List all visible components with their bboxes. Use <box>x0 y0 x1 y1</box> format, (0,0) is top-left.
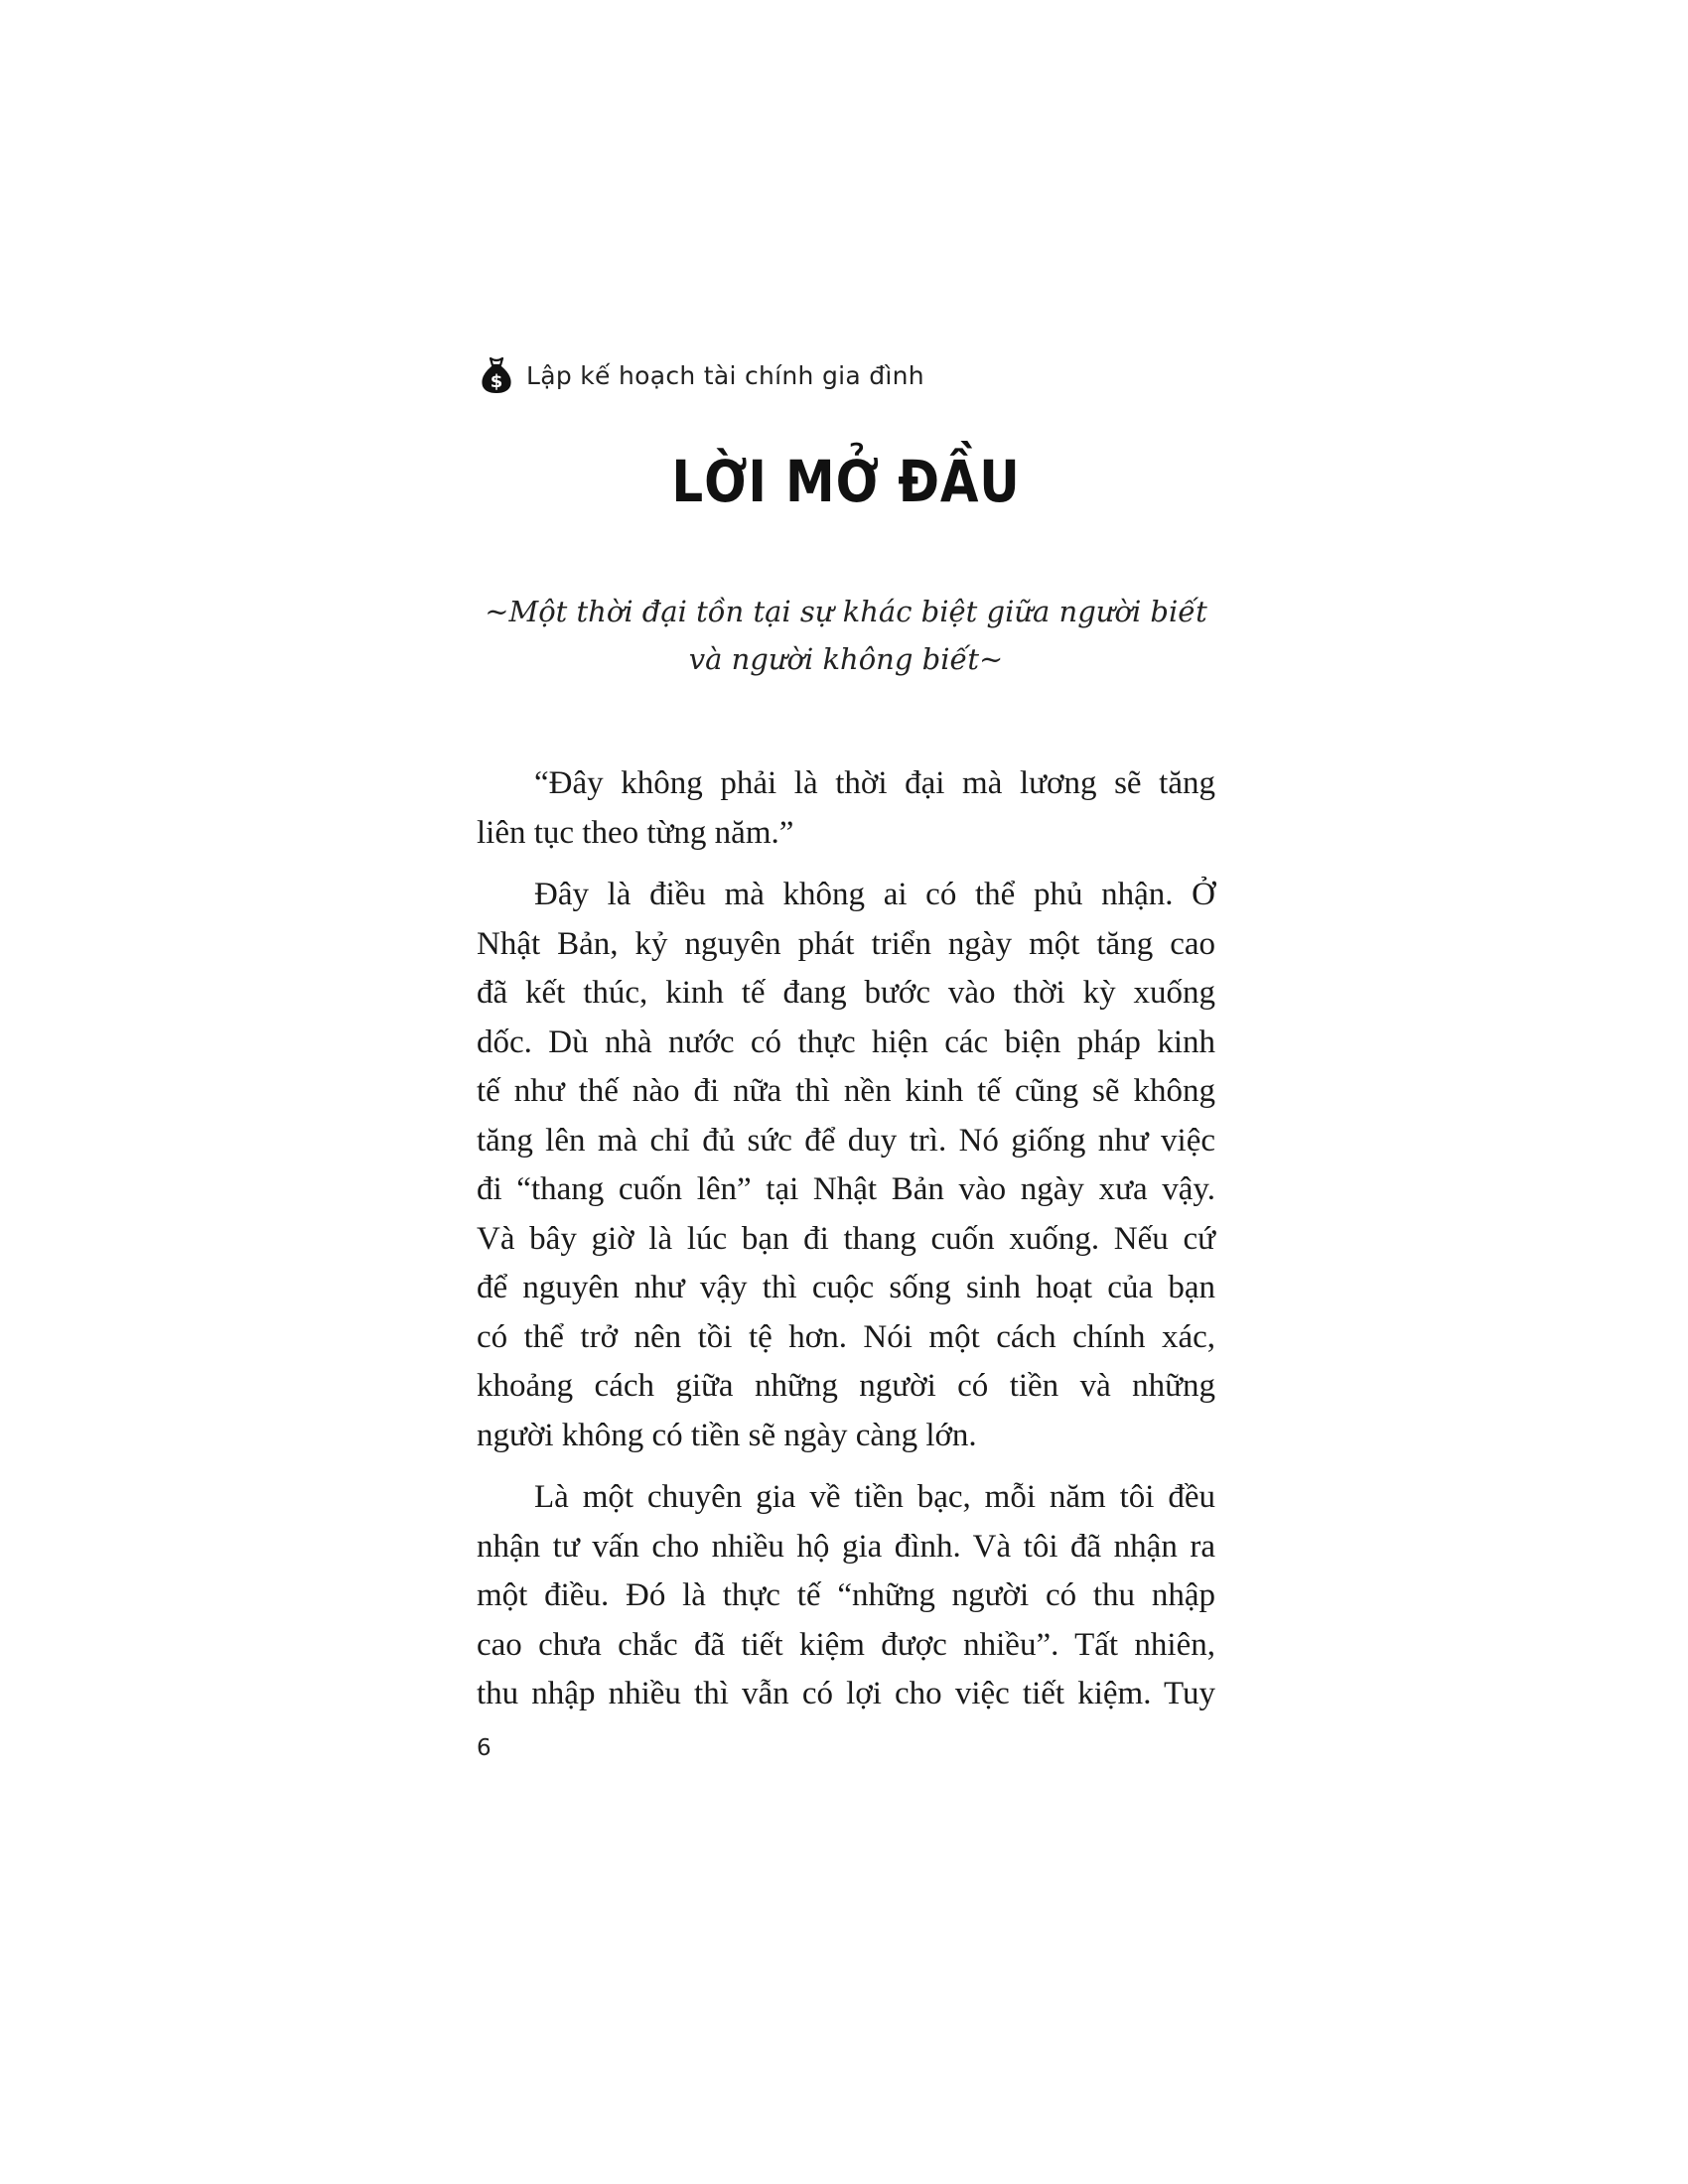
text-line: một điều. Đó là thực tế “những người có thu nhập <box>477 1577 1215 1613</box>
page-number: 6 <box>477 1735 492 1761</box>
running-head <box>477 355 924 395</box>
money-bag-icon <box>477 355 516 395</box>
epigraph <box>477 588 1215 683</box>
text-line: thu nhập nhiều thì vẫn có lợi cho việc tiết kiệm. Tuy <box>477 1676 1215 1711</box>
text-line: có thể trở nên tồi tệ hơn. Nói một cách chính xác, <box>477 1318 1215 1355</box>
text-line: đã kết thúc, kinh tế đang bước vào thời kỳ xuống <box>477 975 1215 1011</box>
text-line: tăng lên mà chỉ đủ sức để duy trì. Nó giống như việc <box>477 1122 1215 1159</box>
text-line: đi “thang cuốn lên” tại Nhật Bản vào ngày xưa vậy. <box>477 1171 1215 1207</box>
running-head-text: Lập kế hoạch tài chính gia đình <box>526 360 924 390</box>
text-line: người không có tiền sẽ ngày càng lớn. <box>477 1417 977 1453</box>
text-line: Là một chuyên gia về tiền bạc, mỗi năm tôi đều <box>534 1479 1215 1515</box>
text-line: Và bây giờ là lúc bạn đi thang cuốn xuống. Nếu cứ <box>477 1220 1215 1257</box>
text-line: tế như thế nào đi nữa thì nền kinh tế cũng sẽ không <box>477 1073 1215 1109</box>
text-line: để nguyên như vậy thì cuộc sống sinh hoạt của bạn <box>477 1270 1215 1305</box>
text-line: cao chưa chắc đã tiết kiệm được nhiều”. Tất nhiên, <box>477 1626 1215 1663</box>
epigraph-line: và người không biết~ <box>688 642 1004 676</box>
paragraph <box>477 1473 1215 1719</box>
chapter-title: LỜI MỞ ĐẦU <box>671 448 1021 515</box>
paragraph <box>477 871 1215 1460</box>
text-line: dốc. Dù nhà nước có thực hiện các biện pháp kinh <box>477 1024 1215 1060</box>
paragraph <box>477 759 1215 858</box>
text-line: liên tục theo từng năm.” <box>477 814 794 851</box>
text-line: nhận tư vấn cho nhiều hộ gia đình. Và tôi đã nhận ra <box>477 1528 1215 1565</box>
body-text <box>477 759 1215 1732</box>
text-line: “Đây không phải là thời đại mà lương sẽ tăng <box>534 765 1215 801</box>
text-line: Nhật Bản, kỷ nguyên phát triển ngày một tăng cao <box>477 925 1215 962</box>
epigraph-line: ~Một thời đại tồn tại sự khác biệt giữa người biết <box>485 595 1207 628</box>
text-line: khoảng cách giữa những người có tiền và những <box>477 1368 1215 1404</box>
svg-text:$: $ <box>490 371 503 392</box>
text-line: Đây là điều mà không ai có thể phủ nhận. Ở <box>534 877 1215 912</box>
